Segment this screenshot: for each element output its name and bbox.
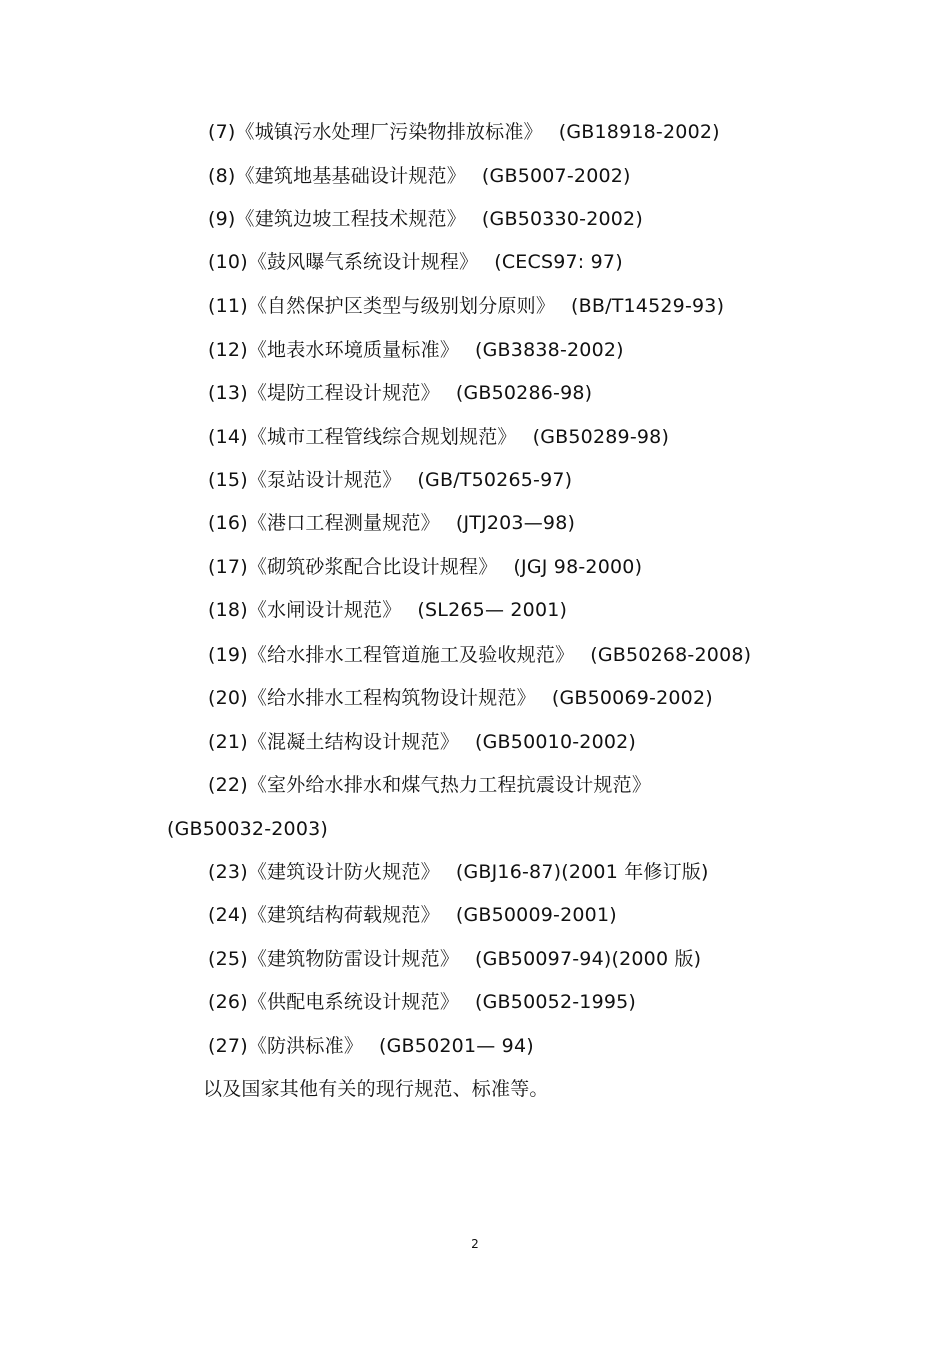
item-number: (25) bbox=[208, 948, 248, 970]
item-number: (19) bbox=[208, 644, 248, 666]
reference-item bbox=[208, 467, 572, 493]
reference-item bbox=[208, 337, 624, 363]
item-code: (SL265— 2001) bbox=[417, 599, 568, 621]
item-title: 《地表水环境质量标准》 bbox=[247, 339, 460, 361]
item-title: 《防洪标准》 bbox=[247, 1035, 364, 1057]
item-title: 《砌筑砂浆配合比设计规程》 bbox=[247, 556, 498, 578]
reference-item bbox=[208, 293, 724, 319]
item-code: (GB50052-1995) bbox=[475, 991, 637, 1013]
item-number: (10) bbox=[208, 251, 248, 273]
item-number: (9) bbox=[208, 208, 236, 230]
item-number: (23) bbox=[208, 861, 248, 883]
item-code: (GB50289-98) bbox=[532, 426, 670, 448]
item-code: (GB/T50265-97) bbox=[417, 469, 573, 491]
reference-item bbox=[208, 642, 751, 668]
reference-item bbox=[208, 597, 567, 623]
reference-item bbox=[208, 902, 617, 928]
item-number: (15) bbox=[208, 469, 248, 491]
item-title: 《建筑结构荷载规范》 bbox=[247, 904, 440, 926]
item-number: (7) bbox=[208, 121, 236, 143]
item-code: (BB/T14529-93) bbox=[571, 295, 725, 317]
item-number: (13) bbox=[208, 382, 248, 404]
item-title: 《建筑边坡工程技术规范》 bbox=[235, 208, 466, 230]
item-title: 《堤防工程设计规范》 bbox=[247, 382, 440, 404]
item-title: 《泵站设计规范》 bbox=[247, 469, 402, 491]
item-code: (GB50330-2002) bbox=[481, 208, 643, 230]
item-title: 《自然保护区类型与级别划分原则》 bbox=[247, 295, 556, 317]
item-number: (20) bbox=[208, 687, 248, 709]
item-title: 《建筑设计防火规范》 bbox=[247, 861, 440, 883]
item-code: (JGJ 98-2000) bbox=[513, 556, 643, 578]
item-title: 《供配电系统设计规范》 bbox=[247, 991, 460, 1013]
item-code: (GB50286-98) bbox=[455, 382, 593, 404]
item-title: 《室外给水排水和煤气热力工程抗震设计规范》 bbox=[247, 774, 652, 796]
reference-item bbox=[208, 685, 713, 711]
item-number: (8) bbox=[208, 165, 236, 187]
item-title: 《混凝土结构设计规范》 bbox=[247, 731, 460, 753]
reference-item bbox=[208, 989, 636, 1015]
item-number: (17) bbox=[208, 556, 248, 578]
item-code: (GB50201— 94) bbox=[379, 1035, 534, 1057]
item-number: (14) bbox=[208, 426, 248, 448]
item-title: 《鼓风曝气系统设计规程》 bbox=[247, 251, 479, 273]
reference-item bbox=[208, 119, 720, 145]
item-title: 《建筑物防雷设计规范》 bbox=[247, 948, 460, 970]
item-title: 《给水排水工程构筑物设计规范》 bbox=[247, 687, 536, 709]
reference-item bbox=[208, 249, 623, 275]
reference-item bbox=[208, 729, 636, 755]
item-number: (12) bbox=[208, 339, 248, 361]
reference-item bbox=[208, 859, 709, 885]
item-code: (GBJ16-87)(2001 年修订版) bbox=[455, 861, 709, 883]
item-code: (GB50032-2003) bbox=[167, 818, 329, 840]
reference-item bbox=[208, 163, 631, 189]
closing-paragraph: 以及国家其他有关的现行规范、标准等。 bbox=[203, 1078, 549, 1100]
item-number: (26) bbox=[208, 991, 248, 1013]
page-number: 2 bbox=[471, 1237, 479, 1251]
reference-item bbox=[208, 380, 592, 406]
item-code: (GB50069-2002) bbox=[551, 687, 713, 709]
reference-item bbox=[208, 946, 701, 972]
item-title: 《港口工程测量规范》 bbox=[247, 512, 440, 534]
item-code: (GB50010-2002) bbox=[475, 731, 637, 753]
item-number: (21) bbox=[208, 731, 248, 753]
reference-item bbox=[208, 510, 575, 536]
item-number: (24) bbox=[208, 904, 248, 926]
item-number: (22) bbox=[208, 774, 248, 796]
item-number: (27) bbox=[208, 1035, 248, 1057]
item-code: (JTJ203—98) bbox=[455, 512, 576, 534]
item-number: (16) bbox=[208, 512, 248, 534]
item-title: 《城镇污水处理厂污染物排放标准》 bbox=[235, 121, 543, 143]
item-number: (11) bbox=[208, 295, 248, 317]
item-code: (GB50097-94)(2000 版) bbox=[475, 948, 702, 970]
reference-item bbox=[208, 206, 643, 232]
item-title: 《建筑地基基础设计规范》 bbox=[235, 165, 466, 187]
item-code: (GB5007-2002) bbox=[481, 165, 631, 187]
reference-item-continuation bbox=[167, 816, 328, 842]
item-title: 《城市工程管线综合规划规范》 bbox=[247, 426, 517, 448]
reference-item bbox=[208, 1033, 534, 1059]
item-code: (GB50268-2008) bbox=[590, 644, 752, 666]
item-code: (CECS97: 97) bbox=[494, 251, 623, 273]
item-code: (GB3838-2002) bbox=[475, 339, 624, 361]
item-title: 《给水排水工程管道施工及验收规范》 bbox=[247, 644, 575, 666]
item-number: (18) bbox=[208, 599, 248, 621]
reference-item bbox=[208, 554, 642, 580]
reference-item bbox=[208, 424, 669, 450]
item-title: 《水闸设计规范》 bbox=[247, 599, 402, 621]
item-code: (GB50009-2001) bbox=[455, 904, 617, 926]
item-code: (GB18918-2002) bbox=[558, 121, 720, 143]
reference-item bbox=[208, 772, 651, 798]
